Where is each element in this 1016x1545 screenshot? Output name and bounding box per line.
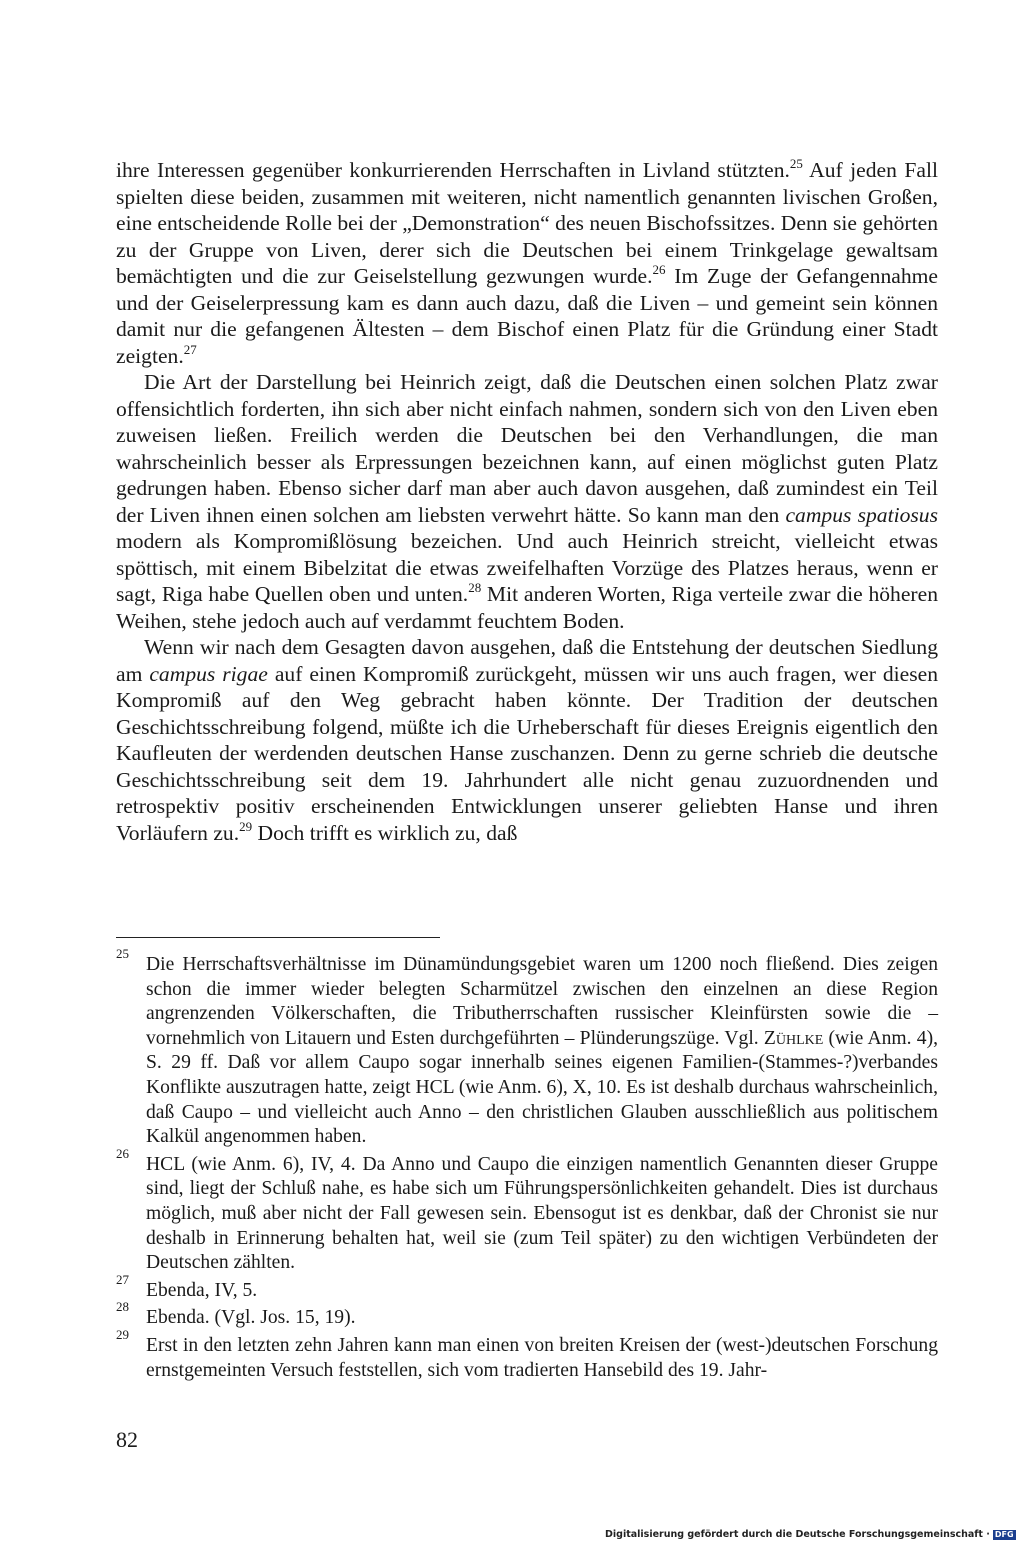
dfg-notice-text: Digitalisierung gefördert durch die Deutsche Forschungsgemeinschaft · (605, 1529, 990, 1540)
footnote-26: 26 HCL (wie Anm. 6), IV, 4. Da Anno und Caupo die einzigen namentlich Genannten dieser Gruppe sind, liegt der Schluß nahe, es habe sich um Führungspersönlichkeiten gehandelt. Dies ist durchaus möglich, muß aber nicht der Fall gewesen sein. Ebensogut ist es denkbar, daß der Chronist sie nur deshalb in Erinnerung behalten hat, weil sie (zum Teil später) zu den wichtigen Verbündeten der Deutschen zählten. (116, 1145, 938, 1274)
dfg-logo-icon: DFG (994, 1529, 1014, 1539)
footnote-ref-27[interactable]: 27 (183, 341, 197, 357)
footnote-ref-26[interactable]: 26 (652, 262, 666, 277)
footnote-number: 29 (116, 1326, 129, 1342)
footnote-ref-25[interactable]: 25 (789, 156, 803, 171)
footnote-number: 26 (116, 1145, 129, 1161)
paragraph-1: ihre Interessen gegenüber konkurrierenden Herrschaften in Livland stützten.$^{25}$ Auf jeden Fall spielten diese beiden, zusammen mit weiteren, nicht namentlich genannten livischen Großen, eine entscheidende Rolle bei der „Demonstration“ des neuen Bischofssitzes. Denn sie gehörten zu der Gruppe von Liven, derer sich die Deutschen bei einem Trinkgelage gewaltsam bemächtigten und die zur Geiselstellung gezwungen wurde.$^{26}$ Im Zuge der Gefangennahme und der Geiselerpressung kam es dann auch dazu, daß die Liven – und gemeint sein können damit nur die gefangenen Ältesten – dem Bischof einen Platz für die Gründung einer Stadt zeigten.$^{27}$ (116, 156, 938, 368)
footnote-divider (116, 937, 440, 938)
footnote-number: 28 (116, 1299, 129, 1315)
footnote-ref-28[interactable]: 28 (468, 580, 482, 595)
footnote-ref-29[interactable]: 29 (239, 818, 253, 834)
paragraph-2: Die Art der Darstellung bei Heinrich zeigt, daß die Deutschen einen solchen Platz zwar offensichtlich forderten, ihn sich aber nicht einfach nahmen, sondern sich von den Liven eben zuweisen ließen. Freilich werden die Deutschen bei den Verhandlungen, die man wahrscheinlich besser als Erpressungen bezeichnen kann, auf einen möglichst guten Platz gedrungen haben. Ebenso sicher darf man aber auch davon ausgehen, daß zumindest ein Teil der Liven ihnen einen solchen am liebsten verwehrt hätte. So kann man den campus spatiosus modern als Kompromißlösung bezeichen. Und auch Heinrich streicht, vielleicht etwas spöttisch, mit einem Bibelzitat die etwas zweifelhaften Vorzüge des Platzes heraus, wenn er sagt, Riga habe Quellen oben und unten.$^{28}$ Mit anderen Worten, Riga verteile zwar die höheren Weihen, stehe jedoch auch auf verdammt feuchtem Boden. (116, 370, 938, 633)
footnote-27: 27 Ebenda, IV, 5. (116, 1271, 258, 1301)
page-number: 82 (116, 1427, 138, 1452)
footnote-25: 25 Die Herrschaftsverhältnisse im Dünamündungsgebiet waren um 1200 noch fließend. Dies zeigen schon die immer wieder belegten Scharmützel zwischen den einzelnen an diese Region angrenzenden Völkerschaften, die Tributherrschaften russischer Kleinfürsten sowie die – vornehmlich von Litauern und Esten durchgeführten – Plünderungszüge. Vgl. Zühlke (wie Anm. 4), S. 29 ff. Daß vor allem Caupo sogar innerhalb seines eigenen Familien-(Stammes-?)verbandes Konflikte auszutragen hatte, zeigt HCL (wie Anm. 6), X, 10. Es ist deshalb durchaus wahrscheinlich, daß Caupo – und vielleicht auch Anno – den christlichen Glauben ausschließlich aus politischem Kalkül angenommen haben. (116, 946, 938, 1148)
dfg-notice (605, 1528, 1014, 1542)
footnote-number: 25 (116, 946, 129, 961)
italic-term: campus rigae (149, 661, 268, 686)
footnotes (116, 946, 938, 1386)
main-text (116, 157, 938, 846)
author-name: Zühlke (763, 1027, 824, 1049)
footnote-number: 27 (116, 1271, 129, 1287)
footnote-29: 29 Erst in den letzten zehn Jahren kann man einen von breiten Kreisen der (west-)deutschen Forschung ernstgemeinten Versuch feststellen, sich vom tradierten Hansebild des 19. Jahr- (116, 1326, 938, 1381)
paragraph-3: Wenn wir nach dem Gesagten davon ausgehen, daß die Entstehung der deutschen Siedlung am campus rigae auf einen Kompromiß zurückgeht, müssen wir uns auch fragen, wer diesen Kompromiß auf den Weg gebracht haben könnte. Der Tradition der deutschen Geschichtsschreibung folgend, müßte ich die Urheberschaft für dieses Ereignis eigentlich den Kaufleuten der werdenden deutschen Hanse zuschanzen. Denn zu gerne schrieb die deutsche Geschichtsschreibung seit dem 19. Jahrhundert alle nicht genau zuzuordnenden und retrospektiv positiv erscheinenden Entwicklungen unserer geliebten Hanse und ihren Vorläufern zu.$^{29}$ Doch trifft es wirklich zu, daß (116, 635, 939, 845)
italic-term: campus spatiosus (785, 502, 938, 527)
footnote-28: 28 Ebenda. (Vgl. Jos. 15, 19). (116, 1299, 356, 1329)
